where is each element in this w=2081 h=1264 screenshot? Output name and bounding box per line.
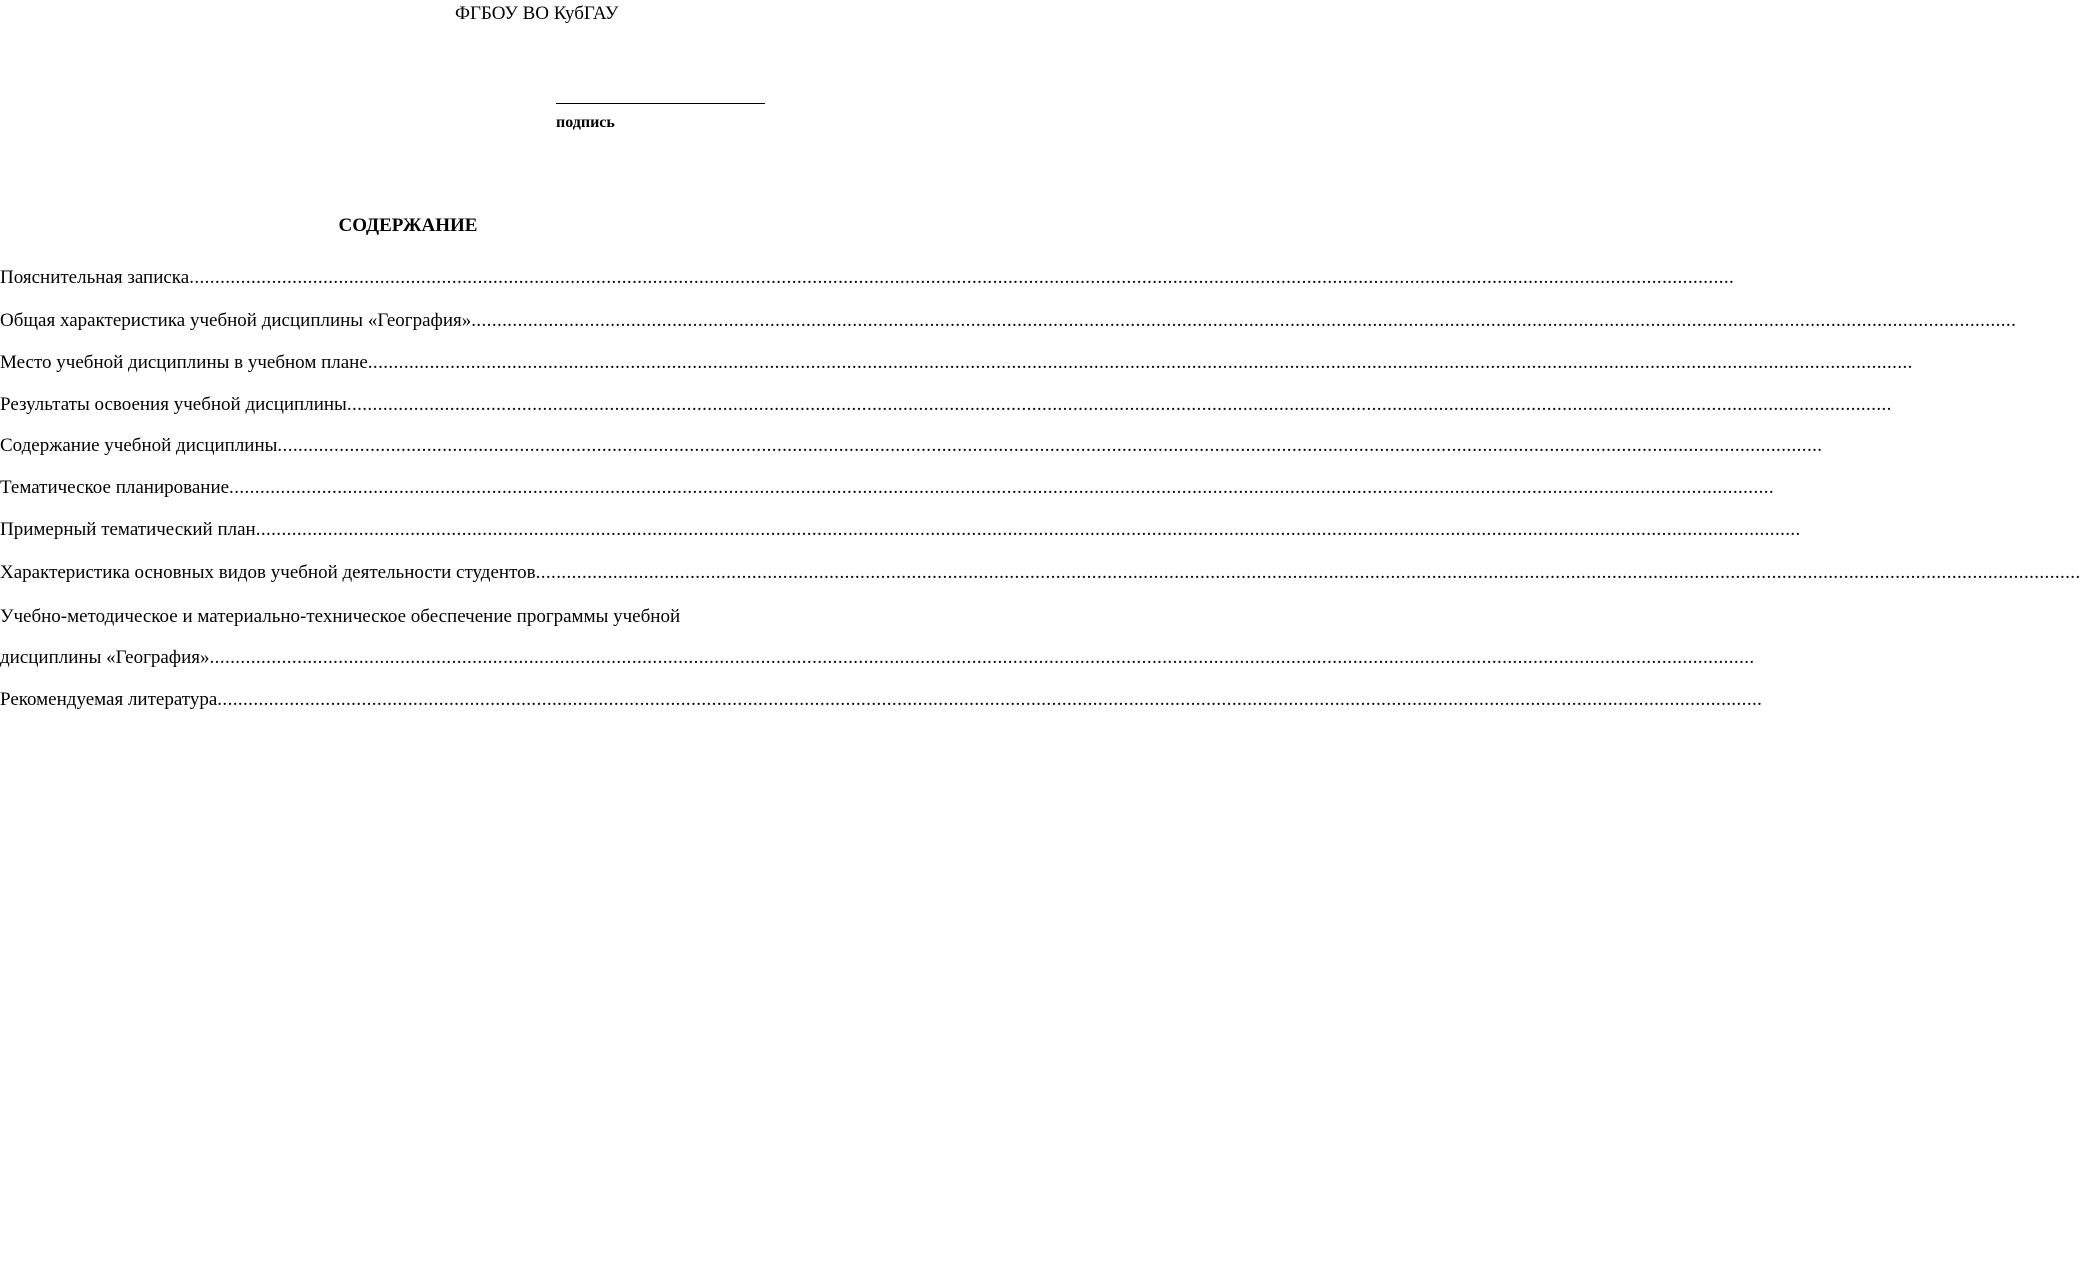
toc-entry-first-line[interactable]: Учебно-методическое и материально-техническое обеспечение программы учебной: [0, 606, 681, 627]
toc-leader: ............................................................................................................................................................................................................................................................................................................: [471, 310, 2017, 331]
toc-entry-text: Рекомендуемая литература: [0, 689, 218, 710]
toc-leader: ............................................................................................................................................................................................................................................................................................................: [209, 647, 1755, 668]
toc-leader: ............................................................................................................................................................................................................................................................................................................: [277, 435, 1823, 456]
toc-entry-text: Общая характеристика учебной дисциплины «География»: [0, 310, 472, 331]
toc-leader: ............................................................................................................................................................................................................................................................................................................: [189, 267, 1735, 288]
toc-entry-text: Результаты освоения учебной дисциплины: [0, 394, 347, 415]
toc-entry-text: Содержание учебной дисциплины: [0, 435, 278, 456]
toc-entry[interactable]: [0, 646, 1755, 670]
toc-entry[interactable]: [0, 266, 1735, 290]
toc-entry[interactable]: [0, 688, 1763, 712]
toc-entry-text: Пояснительная записка: [0, 267, 190, 288]
toc-entry[interactable]: [0, 518, 1801, 542]
toc-leader: ............................................................................................................................................................................................................................................................................................................: [535, 562, 2081, 583]
toc-entry[interactable]: [0, 393, 1892, 417]
toc-leader: ............................................................................................................................................................................................................................................................................................................: [217, 689, 1763, 710]
toc-entry[interactable]: [0, 351, 1913, 375]
toc-entry-text: Примерный тематический план: [0, 519, 256, 540]
toc-entry-text: Характеристика основных видов учебной деятельности студентов: [0, 562, 536, 583]
toc-entry-text: дисциплины «География»: [0, 647, 210, 668]
toc-entry-text: Место учебной дисциплины в учебном плане: [0, 352, 368, 373]
toc-entry-text: Тематическое планирование: [0, 477, 230, 498]
toc-entry[interactable]: [0, 476, 1775, 500]
page-title: СОДЕРЖАНИЕ: [338, 215, 478, 236]
toc-entry[interactable]: [0, 561, 2081, 585]
toc-leader: ............................................................................................................................................................................................................................................................................................................: [367, 352, 1913, 373]
toc-leader: ............................................................................................................................................................................................................................................................................................................: [346, 394, 1892, 415]
toc-entry[interactable]: [0, 309, 2017, 333]
toc-leader: ............................................................................................................................................................................................................................................................................................................: [229, 477, 1775, 498]
toc-leader: ............................................................................................................................................................................................................................................................................................................: [255, 519, 1801, 540]
signature-label: подпись: [556, 114, 615, 131]
organization-name: ФГБОУ ВО КубГАУ: [455, 3, 619, 24]
toc-entry[interactable]: [0, 434, 1823, 458]
signature-line: [556, 103, 765, 104]
